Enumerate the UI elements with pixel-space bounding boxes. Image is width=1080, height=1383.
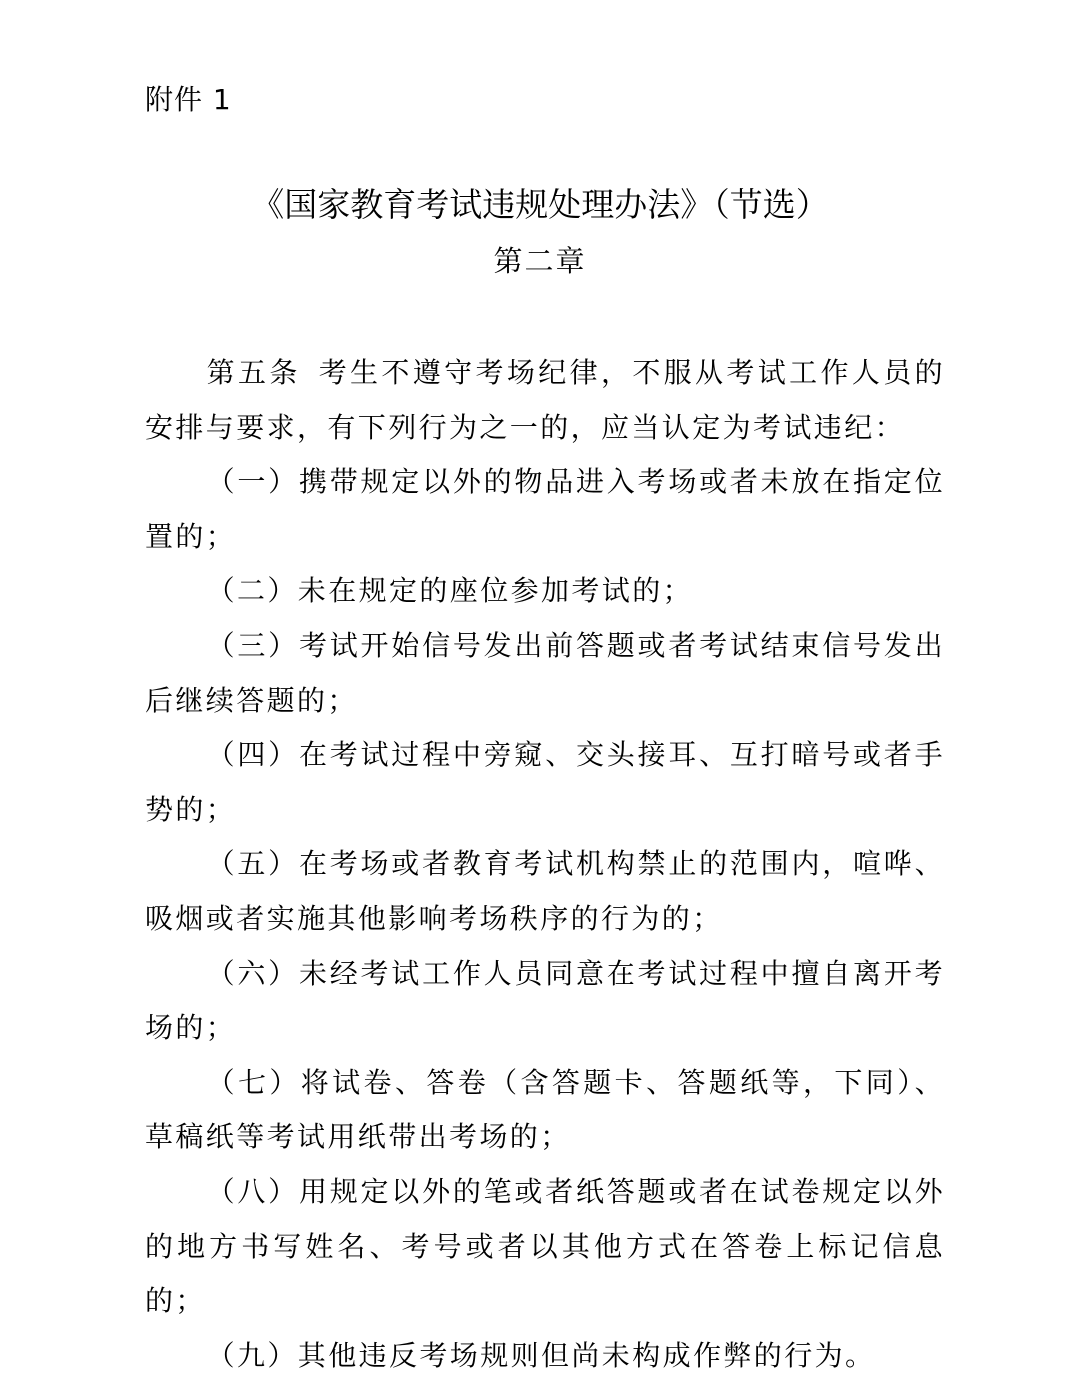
list-item: （六）未经考试工作人员同意在考试过程中擅自离开考场的； (145, 956, 945, 1045)
list-item: （一）携带规定以外的物品进入考场或者未放在指定位置的； (145, 465, 945, 553)
list-item: （七）将试卷、答卷（含答题卡、答题纸等，下同）、草稿纸等考试用纸带出考场的； (145, 1065, 945, 1154)
article-number: 第五条 (206, 356, 301, 389)
list-item: （三）考试开始信号发出前答题或者考试结束信号发出后继续答题的； (145, 628, 945, 717)
list-item: （二）未在规定的座位参加考试的； (206, 574, 693, 608)
article-paragraph (145, 346, 945, 455)
chapter-heading: 第二章 (493, 244, 587, 278)
list-item: （五）在考场或者教育考试机构禁止的范围内，喧哗、吸烟或者实施其他影响考场秩序的行为的； (145, 847, 945, 935)
list-item: （九）其他违反考场规则但尚未构成作弊的行为。 (206, 1338, 876, 1372)
article-intro: 考生不遵守考场纪律，不服从考试工作人员的安排与要求，有下列行为之一的，应当认定为考试违纪： (145, 356, 945, 444)
list-item: （四）在考试过程中旁窥、交头接耳、互打暗号或者手势的； (145, 738, 945, 826)
article-body (145, 346, 945, 1383)
document-title: 《国家教育考试违规处理办法》（节选） (251, 185, 829, 224)
attachment-label: 附件 1 (145, 83, 232, 116)
list-item: （八）用规定以外的笔或者纸答题或者在试卷规定以外的地方书写姓名、考号或者以其他方式在答卷上标记信息的； (145, 1174, 945, 1318)
